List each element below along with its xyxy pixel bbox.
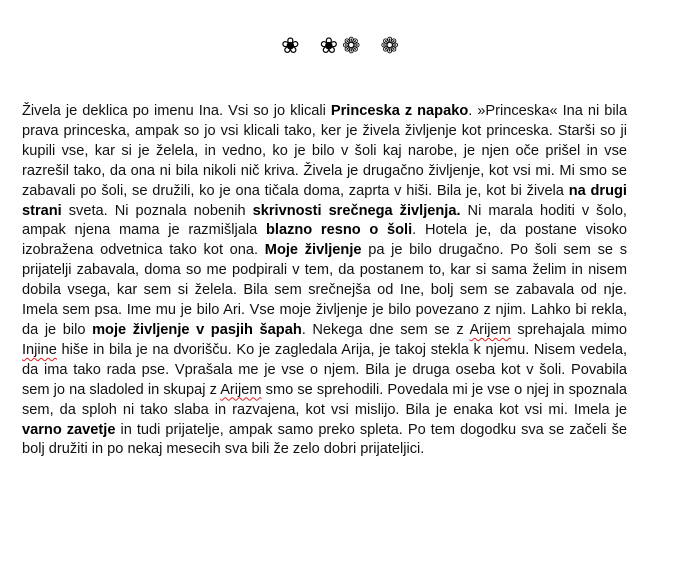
flower-ornament-icon: ❁ xyxy=(380,34,401,59)
bold-phrase: Princeska z napako xyxy=(330,103,469,119)
text-run: smo se sprehodili. Povedala mi je vse o njej in spoznala sem, da sploh ni tako slaba in razvajena, kot vsi mislijo. Bila je enaka kot vsi mi. Imela je xyxy=(22,381,627,418)
text-run: hiše in bila je na dvorišču. Ko je zagledala Arija, je takoj stekla k njemu. Nisem vedela, da ima tako rada pse. Vprašala me je vse o njem. Bila je druga oseba kot v šoli. Povabila sem jo na sladoled in skupaj z xyxy=(22,341,627,398)
text-run: . Nekega dne sem se z xyxy=(301,321,470,338)
text-run: . »Princeska« Ina ni bila prava princeska, ampak so jo vsi klicali tako, ker je živela življenje kot princeska. Starši so ji kupili vse, kar si je želela, in vedno, ko je bilo v šoli kaj narobe, je njen oče prišel in vse razrešil tako, da ona ni bila nikoli nič kriva. Živela je drugačno življenje, kot vsi mi. Mi smo se zabavali po šoli, se družili, ko je ona tičala doma, zaprta v hiši. Bila je, kot bi živela xyxy=(22,103,627,199)
text-run: Ni marala hoditi v šolo, ampak njena mama je razmišljala xyxy=(22,202,627,239)
bold-phrase: Moje življenje xyxy=(264,242,362,259)
flower-ornament-icon: ❁ xyxy=(342,34,363,59)
spellcheck-word[interactable]: Injine xyxy=(22,341,57,358)
text-run: . Hotela je, da postane visoko izobražena odvetnica tako kot ona. xyxy=(22,222,627,259)
flower-ornament-icon: ❀ xyxy=(281,34,302,59)
spellcheck-word[interactable]: Arijem xyxy=(220,381,262,398)
spellcheck-word[interactable]: Arijem xyxy=(469,321,511,338)
ornament-row xyxy=(0,34,682,59)
text-run: sprehajala mimo xyxy=(510,321,627,338)
bold-phrase: varno zavetje xyxy=(22,421,116,438)
bold-phrase: blazno resno o šoli xyxy=(265,222,413,239)
text-run: in tudi prijatelje, ampak samo preko spleta. Po tem dogodku sva se začeli še bolj družiti in po nekaj mesecih sva bili že zelo dobri prijateljici. xyxy=(22,421,627,458)
story-paragraph xyxy=(22,102,627,460)
text-run: pa je bilo drugačno. Po šoli sem se s prijatelji zabavala, doma so me podpirali v tem, da postanem to, kar si sama želim in nisem dobila vsega, kar sem si želela. Bila sem srečnejša od Ine, bolj sem se zabavala od nje. Imela sem psa. Ime mu je bilo Ari. Vse moje življenje je bilo povezano z njim. Lahko bi rekla, da je bilo xyxy=(22,242,627,338)
text-run: Živela je deklica po imenu Ina. Vsi so jo klicali xyxy=(22,103,331,119)
flower-ornament-icon: ❀ xyxy=(319,34,340,59)
bold-phrase: na drugi strani xyxy=(22,182,627,219)
text-run: sveta. Ni poznala nobenih xyxy=(61,202,253,219)
bold-phrase: moje življenje v pasjih šapah xyxy=(92,321,302,338)
bold-phrase: skrivnosti srečnega življenja. xyxy=(252,202,461,219)
